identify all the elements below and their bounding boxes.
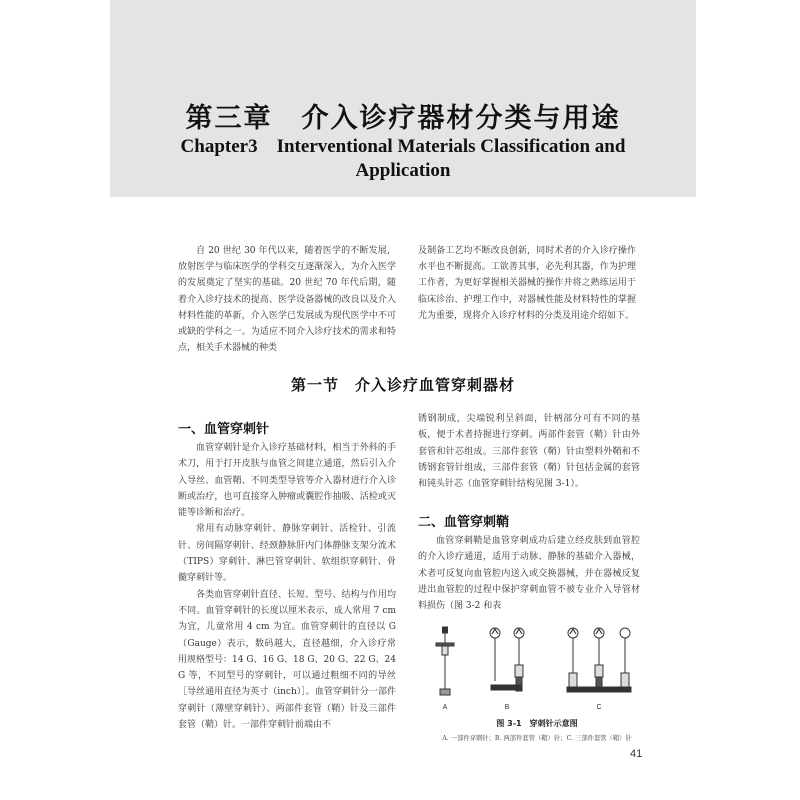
figure-caption: 图 3-1 穿刺针示意图 (496, 719, 578, 728)
intro-right-column: 及制备工艺均不断改良创新，同时术者的介入诊疗操作水平也不断提高。工欲善其事，必先利其器，作为护理工作者，为更好掌握相关器械的操作并将之熟练运用于临床诊治、护理工作中，对器械性能及材料特性的掌握尤为重要，现将介入诊疗材料的分类及用途介绍如下。 (418, 246, 636, 321)
right-body-column (418, 533, 640, 614)
chapter-title-en: Chapter3 Interventional Materials Classification and Application (180, 136, 626, 181)
body-paragraph: 各类血管穿刺针直径、长短、型号、结构与作用均不同。血管穿刺针的长度以厘米表示，成人常用 7 cm 为宜，儿童常用 4 cm 为宜。血管穿刺针的直径以 G（Gauge）表示，数码越大，直径越细，介入诊疗常用规格型号：14 G、16 G、18 G、20 G、22 G、24 G 等，不同型号的穿刺针，可以通过粗细不同的导丝［导丝通用直径为英寸（inch）］。血管穿刺针分一部件穿刺针（薄壁穿刺针）、两部件套管（鞘）针及三部件套管（鞘）针。一部件穿刺针前端由不 (178, 589, 396, 731)
body-paragraph: 血管穿刺鞘是血管穿刺成功后建立经皮肤到血管腔的介入诊疗通道，适用于动脉、静脉的基础介入器械，术者可反复向血管腔内送入或交换器械，并在器械反复进出血管腔的过程中保护穿刺血管不被专业介入导管材料损伤（图 3-2 和表 (418, 536, 640, 612)
figure-label-a: A (442, 704, 448, 711)
figure-label-b: B (504, 704, 510, 711)
puncture-needle-figure (421, 625, 653, 713)
right-body-continued (418, 411, 640, 492)
intro-left-column: 自 20 世纪 30 年代以来，随着医学的不断发展，放射医学与临床医学的学科交互逐渐深入，为介入医学的发展奠定了坚实的基础。20 世纪 70 年代后期，随着介入诊疗技术的提高、医学设备器械的改良以及介入材料性能的革新，介入医学已发展成为现代医学中不可或缺的学科之一。为适应不同介入诊疗技术的需求和特点，相关手术器械的种类 (178, 246, 396, 354)
subsection-heading-1: 一、血管穿刺针 (178, 422, 270, 437)
figure-label-c: C (596, 704, 602, 711)
section-title: 第一节 介入诊疗血管穿刺器材 (290, 376, 515, 394)
left-body-column (178, 440, 396, 733)
figure-subcaption: A. 一部件穿刺针；B. 两部件套管（鞘）针；C. 三部件套管（鞘）针 (442, 735, 632, 742)
body-paragraph: 常用有动脉穿刺针、静脉穿刺针、活检针、引流针、房间隔穿刺针、经颈静脉肝内门体静脉支架分流术（TIPS）穿刺针、淋巴管穿刺针、软组织穿刺针、骨髓穿刺针等。 (178, 524, 396, 584)
body-paragraph: 锈钢制成，尖端锐利呈斜面，针柄部分可有不同的基板，便于术者持握进行穿刺。两部件套管（鞘）针由外套管和针芯组成。三部件套管（鞘）针由塑料外鞘和不锈钢套管针组成，三部件套管（鞘）针包括金属的套管和钝头针芯（血管穿刺针结构见图 3-1）。 (418, 414, 640, 490)
subsection-heading-2: 二、血管穿刺鞘 (418, 515, 510, 530)
body-paragraph: 血管穿刺针是介入诊疗基础材料，相当于外科的手术刀，用于打开皮肤与血管之间建立通道，然后引入介入导丝、血管鞘、不同类型导管等介入器材进行介入诊断或治疗，也可直接穿入肿瘤或囊腔作抽吸、活检或灭能等诊断和治疗。 (178, 443, 396, 519)
needle-a-illustration (436, 627, 454, 695)
needle-c-illustration (567, 628, 631, 692)
page-number: 41 (630, 748, 643, 760)
chapter-title-cn: 第三章 介入诊疗器材分类与用途 (185, 103, 621, 134)
needle-b-illustration (490, 628, 524, 691)
